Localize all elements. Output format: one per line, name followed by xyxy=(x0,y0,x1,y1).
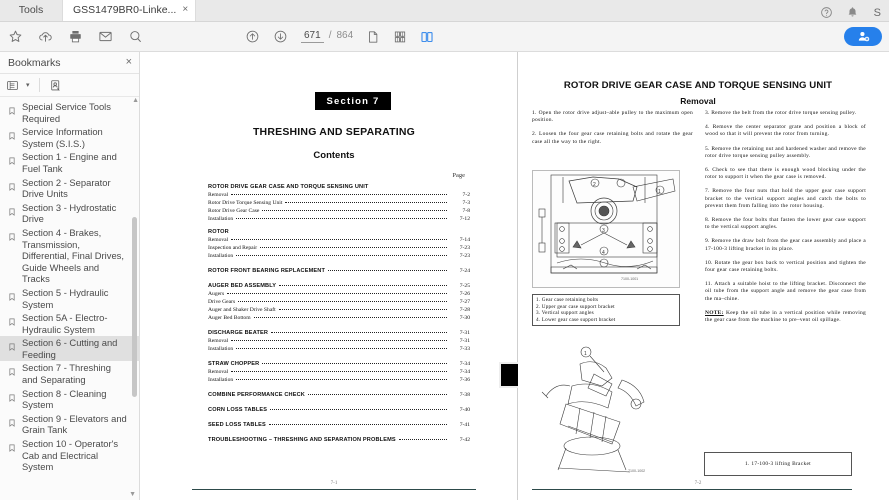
toc-entry-label: Removal xyxy=(208,369,229,375)
document-page-left xyxy=(150,52,518,500)
toc-entry-page: 7-26 xyxy=(459,291,470,297)
main-toolbar xyxy=(0,22,889,52)
toc-leader-dots xyxy=(238,296,447,302)
document-viewport[interactable] xyxy=(141,52,889,500)
sidebar-toolbar xyxy=(0,74,139,97)
list-options-icon[interactable] xyxy=(6,79,19,92)
toc-entry-page: 7-30 xyxy=(459,315,470,321)
figure-lifting-bracket xyxy=(532,334,680,480)
sidebar-close-icon[interactable]: × xyxy=(125,56,132,68)
bookmark-icon xyxy=(8,362,17,382)
sidebar-item-0[interactable] xyxy=(0,100,140,125)
sidebar-item-label: Section 8 - Cleaning System xyxy=(22,387,107,411)
toc-leader-dots xyxy=(328,265,447,271)
legend-item: 3. Vertical support angles xyxy=(536,310,594,317)
tab-bar-actions xyxy=(820,6,889,21)
instruction-paragraph: 7. Remove the four nuts that hold the upper gear case support bracket to the vertical support angles and catch the bolts to prevent them from falling into the rotor housing. xyxy=(705,188,866,209)
instruction-paragraph: 5. Remove the retaining nut and hardened washer and remove the rotor drive torque sensing pulley assembly. xyxy=(705,145,866,159)
sidebar-item-label: Section 4 - Brakes, Transmission, Differential, Final Drives, Guide Wheels and Tracks xyxy=(22,226,124,285)
toc-entry-page: 7-31 xyxy=(459,330,470,336)
bookmark-icon xyxy=(8,413,17,433)
sidebar-toolbar-divider xyxy=(39,78,40,92)
sidebar-item-3[interactable] xyxy=(0,176,140,201)
svg-text:7100-1002: 7100-1002 xyxy=(628,469,646,473)
bookmark-icon xyxy=(8,312,17,332)
svg-text:4: 4 xyxy=(602,250,605,256)
toc-leader-dots xyxy=(308,389,447,395)
toc-row[interactable] xyxy=(208,420,470,428)
svg-text:2: 2 xyxy=(593,182,596,188)
page-separator: / xyxy=(328,30,332,41)
add-person-button[interactable] xyxy=(844,27,882,46)
toc-leader-dots xyxy=(260,242,447,248)
page-down-icon[interactable] xyxy=(273,29,288,44)
toc-leader-dots xyxy=(279,280,447,286)
toc-entry-page: 7-3 xyxy=(462,200,470,206)
legend-item: 1. Gear case retaining bolts xyxy=(536,297,599,303)
toc-row[interactable] xyxy=(208,390,470,398)
figure-gear-case-assembly xyxy=(532,170,680,288)
bookmark-list[interactable] xyxy=(0,98,140,500)
legend-item: 4. Lower gear case support bracket xyxy=(536,316,616,323)
toc-entry-label: ROTOR FRONT BEARING REPLACEMENT xyxy=(208,268,326,274)
page-indicator xyxy=(301,30,353,43)
sidebar-item-2[interactable] xyxy=(0,150,140,175)
toc-entry-label: CORN LOSS TABLES xyxy=(208,407,268,413)
toc-entry-label: Removal xyxy=(208,237,229,243)
toc-entry-page: 7-25 xyxy=(459,283,470,289)
new-bookmark-icon[interactable] xyxy=(49,79,62,92)
sidebar-item-7[interactable] xyxy=(0,311,140,336)
toc-entry-page: 7-8 xyxy=(462,208,470,214)
toc-entry-page: 7-28 xyxy=(459,307,470,313)
instruction-paragraph: 11. Attach a suitable hoist to the lifting bracket. Disconnect the oil tube from the support angle and remove the gear case from the ma–chine. xyxy=(705,281,866,302)
toc-entry-page: 7-23 xyxy=(459,245,470,251)
figure-legend-2-text: 1. 17-100-3 lifting Bracket xyxy=(745,461,811,467)
toc-entry-label: Rotor Drive Gear Case xyxy=(208,208,260,214)
toc-row[interactable] xyxy=(208,405,470,413)
toc-leader-dots xyxy=(236,343,447,349)
toc-entry-page: 7-40 xyxy=(459,407,470,413)
toc-entry-page: 7-23 xyxy=(459,253,470,259)
bell-icon[interactable] xyxy=(846,6,859,19)
legend-item: 2. Upper gear case support bracket xyxy=(536,303,615,310)
document-page-right xyxy=(518,52,878,500)
svg-text:7100-1001: 7100-1001 xyxy=(621,277,639,281)
toc-entry-page: 7-34 xyxy=(459,369,470,375)
bookmark-icon xyxy=(8,287,17,307)
toc-entry-page: 7-33 xyxy=(459,346,470,352)
page-column-header: Page xyxy=(452,172,465,179)
sidebar-item-8[interactable] xyxy=(0,336,140,361)
toc-entry-label: Installation xyxy=(208,346,234,352)
partial-label: S xyxy=(873,6,881,19)
toc-leader-dots xyxy=(227,288,447,294)
instruction-paragraph: 4. Remove the center separator grate and position a block of wood so that it will prevent the rotor from turning. xyxy=(705,124,866,138)
toc-entry-label: Installation xyxy=(208,377,234,383)
toc-entry-label: STRAW CHOPPER xyxy=(208,361,260,367)
toc-entry-label: AUGER BED ASSEMBLY xyxy=(208,283,277,289)
page-title: THRESHING AND SEPARATING xyxy=(252,126,416,138)
toolbar-left-group xyxy=(0,29,143,44)
sidebar-title: Bookmarks xyxy=(8,56,61,69)
toc-leader-dots xyxy=(236,250,447,256)
instruction-paragraph: 9. Remove the draw bolt from the gear case assembly and place a 17-100-3 lifting bracket in its place. xyxy=(705,238,866,252)
instruction-paragraph: 10. Rotate the gear box back to vertical position and tighten the four gear case retaining bolts. xyxy=(705,259,866,274)
toc-entry-page: 7-41 xyxy=(459,422,470,428)
toc-entry-page: 7-27 xyxy=(459,299,470,305)
note-text: Keep the oil tube in a vertical position while removing the gear case from the machine to pre–vent oil spillage. xyxy=(705,309,866,324)
sidebar-item-label: Section 7 - Threshing and Separating xyxy=(22,362,111,386)
sidebar-item-label: Section 6 - Cutting and Feeding xyxy=(22,337,118,360)
toc-entry-page: 7-34 xyxy=(459,361,470,367)
bookmark-icon xyxy=(8,438,17,458)
search-icon[interactable] xyxy=(128,29,143,44)
section-badge: Section 7 xyxy=(315,92,391,110)
toc-entry-label: SEED LOSS TABLES xyxy=(208,422,266,428)
toc-entry-label: ROTOR xyxy=(208,229,229,235)
sidebar-item-12[interactable] xyxy=(0,437,140,474)
tools-tab-label: Tools xyxy=(18,4,44,16)
toc-entry-label: Inspection and Repair xyxy=(208,245,258,251)
toc-leader-dots xyxy=(271,327,447,333)
footer-rule-right xyxy=(532,489,852,490)
toc-row[interactable] xyxy=(208,251,470,259)
toc-row[interactable] xyxy=(208,266,470,274)
contents-heading: Contents xyxy=(313,150,355,161)
sidebar-item-1[interactable] xyxy=(0,125,140,150)
star-icon[interactable] xyxy=(8,29,23,44)
table-of-contents xyxy=(208,184,470,443)
sidebar-item-label: Special Service Tools Required xyxy=(22,101,111,124)
right-page-subtitle: Removal xyxy=(680,96,716,106)
chevron-down-icon[interactable]: ▾ xyxy=(26,82,30,89)
sidebar-item-4[interactable] xyxy=(0,201,140,226)
toc-leader-dots xyxy=(236,374,447,380)
current-page-input[interactable]: 671 xyxy=(301,30,324,43)
toc-entry-label: Augers xyxy=(208,291,225,297)
upload-cloud-icon[interactable] xyxy=(38,29,53,44)
bookmark-icon xyxy=(8,126,17,146)
toc-entry-label: Auger and Shaker Drive Shaft xyxy=(208,307,276,313)
email-icon[interactable] xyxy=(98,29,113,44)
toc-entry-page: 7-36 xyxy=(459,377,470,383)
toc-entry-page: 7-24 xyxy=(459,268,470,274)
document-tab[interactable] xyxy=(62,0,196,21)
sidebar-item-label: Section 10 - Operator's Cab and Electrical System xyxy=(22,438,119,473)
sidebar-item-label: Section 3 - Hydrostatic Drive xyxy=(22,201,117,225)
toc-entry-label: Installation xyxy=(208,253,234,259)
figure-legend xyxy=(532,294,680,326)
toc-leader-dots xyxy=(236,213,447,219)
two-page-view-icon[interactable] xyxy=(420,30,434,44)
toc-entry-page: 7-12 xyxy=(459,216,470,222)
bookmark-icon xyxy=(8,177,17,197)
toc-entry-label: COMBINE PERFORMANCE CHECK xyxy=(208,392,305,398)
note-paragraph xyxy=(705,310,866,324)
bookmark-icon xyxy=(8,202,17,222)
toc-leader-dots xyxy=(270,404,447,410)
toc-leader-dots xyxy=(254,312,447,318)
footer-rule-left xyxy=(192,489,476,490)
sidebar-item-9[interactable] xyxy=(0,361,140,386)
sidebar-item-10[interactable] xyxy=(0,387,140,412)
page-footer-left: 7-1 xyxy=(330,481,338,486)
toc-leader-dots xyxy=(279,304,447,310)
note-label: NOTE: xyxy=(705,309,724,316)
toc-entry-page: 7-2 xyxy=(462,192,470,198)
sidebar-item-label: Section 1 - Engine and Fuel Tank xyxy=(22,151,117,174)
instruction-paragraph: 3. Remove the belt from the rotor drive torque sensing pulley. xyxy=(705,110,857,116)
bookmark-icon xyxy=(8,101,17,121)
toc-entry-label: Auger Bed Bottom xyxy=(208,315,251,321)
toc-entry-page: 7-38 xyxy=(459,392,470,398)
sidebar-item-5[interactable] xyxy=(0,226,140,286)
tab-bar xyxy=(0,0,889,22)
document-tab-label: GSS1479BR0-Linke... xyxy=(73,4,177,16)
sidebar-item-label: Section 5A - Electro-Hydraulic System xyxy=(22,312,108,335)
toc-entry-label: Removal xyxy=(208,192,229,198)
svg-text:1: 1 xyxy=(584,351,587,357)
page-spread xyxy=(150,52,878,500)
page-up-icon[interactable] xyxy=(245,29,260,44)
sidebar-header xyxy=(0,52,139,74)
instruction-paragraph: 2. Loosen the four gear case retaining bolts and rotate the gear case all the way to the right. xyxy=(532,131,693,145)
toc-entry-label: Drive Gears xyxy=(208,299,236,305)
toc-leader-dots xyxy=(399,434,447,440)
toc-entry-page: 7-42 xyxy=(459,437,470,443)
bookmarks-sidebar xyxy=(0,52,140,500)
toc-leader-dots xyxy=(269,419,447,425)
close-icon[interactable]: × xyxy=(182,4,189,15)
sidebar-item-label: Section 5 - Hydraulic System xyxy=(22,286,109,310)
toolbar-right-group xyxy=(844,27,889,46)
sidebar-item-label: Service Information System (S.I.S.) xyxy=(22,126,103,149)
page-footer-right: 7-2 xyxy=(694,481,702,486)
right-page-right-column xyxy=(705,110,866,331)
toolbar-page-group xyxy=(245,29,434,44)
toc-entry-label: TROUBLESHOOTING – THRESHING AND SEPARATION PROBLEMS xyxy=(208,437,396,443)
scrolling-view-icon[interactable] xyxy=(393,30,407,44)
toc-leader-dots xyxy=(285,197,447,203)
scroll-up-arrow[interactable]: ▲ xyxy=(132,98,139,104)
toc-leader-dots xyxy=(231,335,447,341)
scroll-down-arrow[interactable]: ▼ xyxy=(129,491,136,498)
toc-leader-dots xyxy=(231,234,447,240)
instruction-paragraph: 1. Open the rotor drive adjust–able pulley to the maximum open position. xyxy=(532,110,693,124)
svg-text:1: 1 xyxy=(658,189,661,195)
figure-legend-2 xyxy=(704,452,852,476)
tools-tab[interactable] xyxy=(0,0,62,21)
toc-leader-dots xyxy=(231,189,447,195)
bookmark-icon xyxy=(8,151,17,171)
sidebar-item-label: Section 2 - Separator Drive Units xyxy=(22,176,111,200)
toc-row[interactable] xyxy=(208,344,470,352)
toc-entry-label: DISCHARGE BEATER xyxy=(208,330,269,336)
toc-row[interactable] xyxy=(208,435,470,443)
instruction-paragraph: 8. Remove the four bolts that fasten the lower gear case support to the vertical support angles. xyxy=(705,217,866,231)
toc-entry-page: 7-14 xyxy=(459,237,470,243)
single-page-view-icon[interactable] xyxy=(366,30,380,44)
print-icon[interactable] xyxy=(68,29,83,44)
sidebar-item-6[interactable] xyxy=(0,286,140,311)
instruction-paragraph: 6. Check to see that there is enough wood blocking under the rotor to support it when the gear case is removed. xyxy=(705,167,866,181)
toc-leader-dots xyxy=(262,205,447,211)
sidebar-scrollbar-thumb[interactable] xyxy=(132,217,137,397)
toc-entry-page: 7-31 xyxy=(459,338,470,344)
total-pages-label: 864 xyxy=(336,30,354,41)
sidebar-scrollbar[interactable] xyxy=(132,102,137,494)
help-circle-icon[interactable] xyxy=(820,6,833,19)
toc-row[interactable] xyxy=(208,313,470,321)
bookmark-icon xyxy=(8,227,17,247)
toc-entry-label: Rotor Drive Torque Sensing Unit xyxy=(208,200,283,206)
right-page-title: ROTOR DRIVE GEAR CASE AND TORQUE SENSING UNIT xyxy=(563,80,833,91)
bookmark-icon xyxy=(8,337,17,357)
sidebar-item-11[interactable] xyxy=(0,412,140,437)
toc-row[interactable] xyxy=(208,214,470,222)
toc-row[interactable] xyxy=(208,375,470,383)
sidebar-item-label: Section 9 - Elevators and Grain Tank xyxy=(22,412,127,436)
toc-entry-label: Removal xyxy=(208,338,229,344)
bookmark-icon xyxy=(8,388,17,408)
toc-entry-label: Installation xyxy=(208,216,234,222)
svg-text:3: 3 xyxy=(602,228,605,234)
toc-entry-label: ROTOR DRIVE GEAR CASE AND TORQUE SENSING UNIT xyxy=(208,184,369,190)
toc-leader-dots xyxy=(231,366,447,372)
toc-leader-dots xyxy=(262,358,447,364)
